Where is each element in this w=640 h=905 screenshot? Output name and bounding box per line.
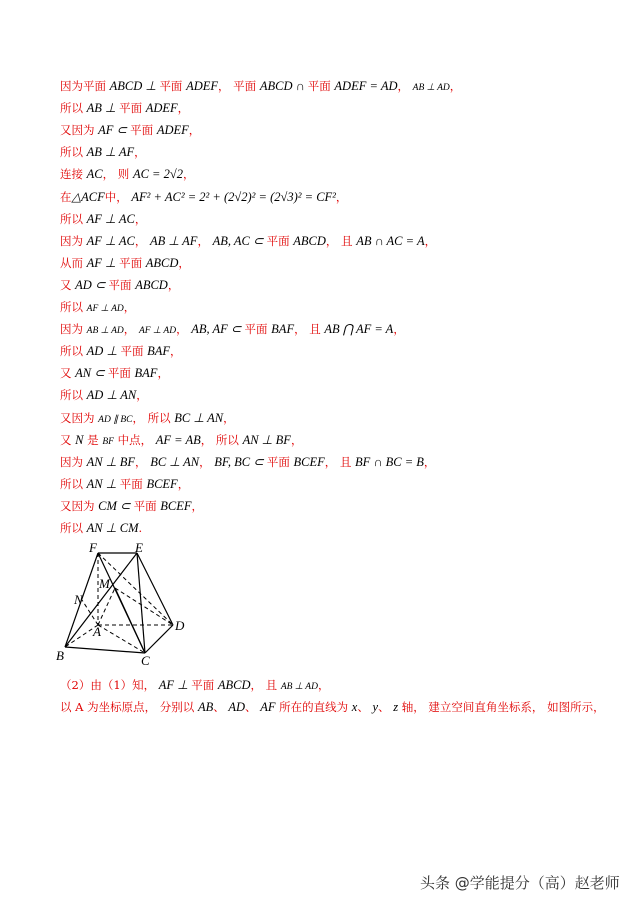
text-segment: 在 xyxy=(60,189,72,204)
text-line xyxy=(60,78,461,96)
math-segment: BC ⊥ AN xyxy=(174,410,224,425)
text-segment: 平面 xyxy=(120,344,148,359)
text-segment: 所以 xyxy=(60,145,87,160)
text-segment: ， xyxy=(199,454,215,469)
text-segment: 又因为 xyxy=(60,410,99,425)
label-M: M xyxy=(99,576,110,591)
text-segment: ， xyxy=(134,145,146,160)
text-segment: 连接 xyxy=(60,167,87,182)
text-line xyxy=(60,365,169,381)
text-segment: ， xyxy=(397,79,413,93)
math-segment: N xyxy=(75,432,84,447)
text-segment: ， xyxy=(423,454,436,469)
text-segment: 所以 xyxy=(60,344,87,359)
watermark: 头条 @学能提分（高）赵老师 xyxy=(420,874,620,892)
text-segment: ， xyxy=(317,678,330,692)
text-segment: 轴， 建立空间直角坐标系， 如图所示， xyxy=(398,700,605,714)
math-segment: AF ⊥ AD xyxy=(86,304,124,314)
math-segment: BAF xyxy=(134,366,158,381)
math-segment: BF ∩ BC = B xyxy=(355,454,424,469)
math-segment: BCEF xyxy=(146,476,178,491)
math-segment: BAF xyxy=(271,322,295,337)
math-segment: AD ⊥ AN xyxy=(86,388,137,403)
text-segment: 以 A 为坐标原点， 分别以 xyxy=(60,700,198,714)
text-segment: ， 所以 xyxy=(200,432,243,447)
text-segment: ， xyxy=(290,432,303,447)
text-segment: ， 平面 xyxy=(218,79,260,93)
text-segment: ， 且 xyxy=(294,322,325,337)
label-E: E xyxy=(135,540,143,555)
text-segment: 又因为 xyxy=(60,498,99,513)
math-segment: AF² + AC² = 2² + (2√2)² = (2√3)² = CF² xyxy=(131,189,336,204)
text-line xyxy=(60,343,182,359)
math-segment: ADEF xyxy=(156,123,189,138)
math-segment: AB ∩ AC = A xyxy=(356,233,425,248)
math-segment: AF xyxy=(260,700,276,714)
text-segment: 、 xyxy=(213,700,229,714)
math-segment: BCEF xyxy=(160,498,192,513)
text-segment: 从而 xyxy=(60,255,87,270)
text-segment: ， xyxy=(178,255,190,270)
math-segment: ADEF = AD xyxy=(334,79,398,93)
text-segment: ， 且 xyxy=(250,678,281,692)
text-line xyxy=(60,454,435,470)
math-segment: AN ⊥ xyxy=(86,476,120,491)
text-segment: 是 xyxy=(83,432,103,447)
text-segment: 、 xyxy=(357,700,373,714)
math-segment: y xyxy=(372,700,379,714)
text-segment: ， 且 xyxy=(325,233,357,248)
text-segment: 所以 xyxy=(60,300,87,314)
math-segment: AB ⊥ AF xyxy=(86,145,135,160)
text-segment: 平面 xyxy=(107,366,135,381)
text-line xyxy=(60,277,179,293)
label-C: C xyxy=(141,653,150,668)
math-segment: CM ⊂ xyxy=(98,498,134,513)
text-segment: ， xyxy=(197,233,213,248)
math-segment: ADEF xyxy=(145,101,178,116)
text-segment: ， xyxy=(123,322,139,337)
math-segment: AF = AB xyxy=(155,432,201,447)
text-segment: ， xyxy=(176,322,192,337)
math-segment: AD ∥ BC xyxy=(98,414,133,425)
text-segment: 平面 xyxy=(266,233,294,248)
math-segment: AN ⊥ BF xyxy=(86,454,136,469)
text-segment: 因为 xyxy=(60,322,87,337)
text-segment: 中点， xyxy=(113,432,156,447)
math-segment: ABCD ⊥ xyxy=(109,79,160,93)
text-segment: 因为平面 xyxy=(60,79,110,93)
math-segment: AF ⊥ AD xyxy=(138,326,177,337)
text-segment: ， 则 xyxy=(102,167,133,182)
text-segment: ， xyxy=(188,123,201,138)
math-segment: AB, AF ⊂ xyxy=(191,322,245,337)
text-line xyxy=(60,387,148,403)
text-segment: 、 xyxy=(378,700,394,714)
text-line xyxy=(60,677,329,695)
math-segment: BF, BC ⊂ xyxy=(214,454,267,469)
text-segment: 因为 xyxy=(60,233,87,248)
text-segment: 平面 xyxy=(307,79,335,93)
text-segment: ， xyxy=(167,277,180,292)
text-segment: 平面 xyxy=(266,454,294,469)
math-segment: AN ⊥ BF xyxy=(242,432,291,447)
text-segment: 所以 xyxy=(60,211,87,226)
text-segment: 所以 xyxy=(60,101,87,116)
math-segment: AF ⊥ xyxy=(158,678,192,692)
math-segment: AB ⊥ AF xyxy=(149,233,198,248)
math-segment: AC = 2√2 xyxy=(132,167,183,182)
text-segment: ， xyxy=(177,476,190,491)
text-line xyxy=(60,233,436,249)
text-line xyxy=(60,189,347,205)
text-line xyxy=(60,699,605,715)
text-segment: 平面 xyxy=(119,101,146,116)
text-segment: 中， xyxy=(104,189,132,204)
text-segment: 平面 xyxy=(108,277,136,292)
text-segment: （2）由（1）知， xyxy=(60,678,159,692)
text-segment: 所以 xyxy=(60,521,87,535)
math-segment: BCEF xyxy=(293,454,325,469)
math-segment: AD xyxy=(228,700,246,714)
math-segment: AB xyxy=(197,700,214,714)
text-segment: ， xyxy=(134,211,147,226)
text-line xyxy=(60,321,405,339)
text-segment: ， xyxy=(170,344,182,359)
text-segment: ， 所以 xyxy=(132,410,175,425)
text-segment: ， xyxy=(191,498,204,513)
text-segment: 平面 xyxy=(119,255,146,270)
math-segment: AD ⊥ xyxy=(86,344,121,359)
text-segment: 平面 xyxy=(244,322,272,337)
math-segment: z xyxy=(393,700,399,714)
text-segment: ， xyxy=(136,388,148,403)
text-segment: ， xyxy=(182,167,195,182)
text-segment: 平面 xyxy=(130,123,157,138)
text-segment: 平面 xyxy=(191,678,218,692)
math-segment: ABCD xyxy=(135,277,168,292)
text-segment: 又因为 xyxy=(60,123,99,138)
text-segment: 所以 xyxy=(60,476,87,491)
text-segment: ， xyxy=(135,454,151,469)
text-line xyxy=(60,520,142,536)
math-segment: AC xyxy=(86,167,103,182)
text-segment: ， xyxy=(449,79,462,93)
text-segment: ， xyxy=(134,233,150,248)
math-segment: AB ⊥ xyxy=(86,101,120,116)
edge-CD xyxy=(145,625,173,653)
text-segment: 平面 xyxy=(133,498,161,513)
math-segment: AN ⊂ xyxy=(75,366,108,381)
math-segment: AN ⊥ CM xyxy=(86,521,139,535)
math-segment: ADEF xyxy=(186,79,219,93)
text-segment: 平面 xyxy=(159,79,187,93)
math-segment: ABCD xyxy=(145,255,179,270)
text-segment: ， xyxy=(157,366,169,381)
math-segment: ABCD xyxy=(293,233,326,248)
text-segment: ， xyxy=(223,410,235,425)
text-line xyxy=(60,299,135,317)
text-segment: . xyxy=(138,521,143,535)
text-line xyxy=(60,498,203,514)
text-line xyxy=(60,122,200,138)
math-segment: ABCD xyxy=(217,678,251,692)
text-line xyxy=(60,432,302,450)
math-segment: AF ⊥ xyxy=(86,255,120,270)
label-F: F xyxy=(89,540,97,555)
text-segment: 平面 xyxy=(119,476,147,491)
label-D: D xyxy=(175,618,185,633)
math-segment: △ACF xyxy=(71,189,105,204)
text-segment: ， xyxy=(424,233,437,248)
text-segment: 又 xyxy=(60,366,76,381)
math-segment: BF xyxy=(102,436,114,447)
text-segment: ， xyxy=(393,322,405,337)
math-segment: AB ⋂ AF = A xyxy=(324,322,394,337)
math-segment: AF ⊂ xyxy=(98,123,131,138)
text-segment: ， 且 xyxy=(324,454,356,469)
text-segment: ， xyxy=(177,101,190,116)
text-segment: 所在的直线为 xyxy=(275,700,352,714)
label-A: A xyxy=(93,624,101,639)
text-segment: 又 xyxy=(60,432,76,447)
edge-BC xyxy=(65,647,145,653)
math-segment: ABCD ∩ xyxy=(259,79,308,93)
math-segment: AB, AC ⊂ xyxy=(212,233,267,248)
text-line xyxy=(60,410,235,428)
math-segment: AB ⊥ AD xyxy=(412,83,450,93)
label-N: N xyxy=(74,592,83,607)
text-line xyxy=(60,166,194,182)
math-segment: AF ⊥ AC xyxy=(86,233,135,248)
text-line xyxy=(60,476,189,492)
text-line xyxy=(60,211,146,227)
geometry-figure xyxy=(55,540,205,670)
label-B: B xyxy=(56,648,64,663)
text-segment: ， xyxy=(123,300,136,314)
text-line xyxy=(60,100,189,116)
text-segment: 、 xyxy=(245,700,261,714)
math-segment: AB ⊥ AD xyxy=(86,326,124,337)
math-segment: AF ⊥ AC xyxy=(86,211,135,226)
math-segment: AB ⊥ AD xyxy=(280,682,318,692)
text-line xyxy=(60,255,190,271)
text-segment: 因为 xyxy=(60,454,87,469)
math-segment: x xyxy=(351,700,358,714)
text-segment: 又 xyxy=(60,277,76,292)
math-segment: BC ⊥ AN xyxy=(150,454,200,469)
text-line xyxy=(60,144,146,160)
math-segment: BAF xyxy=(147,344,171,359)
text-segment: 所以 xyxy=(60,388,87,403)
math-segment: AD ⊂ xyxy=(75,277,109,292)
text-segment: ， xyxy=(335,189,348,204)
